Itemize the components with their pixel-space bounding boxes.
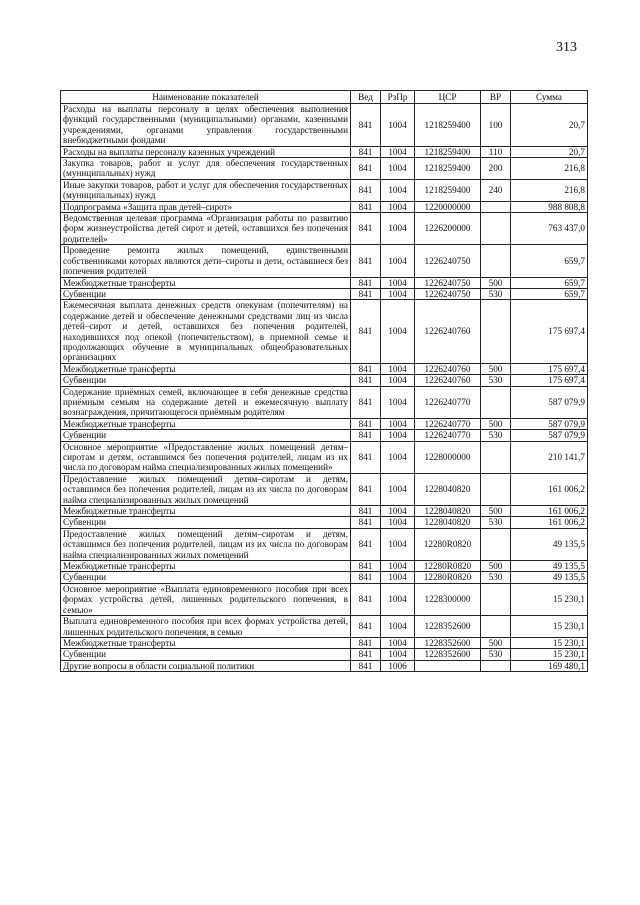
cell-rzpr: 1004 bbox=[381, 179, 415, 201]
cell-vr: 100 bbox=[481, 104, 511, 147]
cell-ved: 841 bbox=[351, 104, 381, 147]
table-row bbox=[61, 104, 588, 147]
cell-name: Содержание приёмных семей, включающее в себя денежные средства приёмным семьям на содержание детей и ежемесячную выплату вознаграждения, причитающегося приёмным родителям bbox=[61, 386, 351, 418]
cell-vr bbox=[481, 201, 511, 212]
table-row bbox=[61, 386, 588, 418]
cell-vr: 500 bbox=[481, 637, 511, 648]
cell-vr: 500 bbox=[481, 277, 511, 288]
cell-csr: 1226240770 bbox=[415, 418, 481, 429]
cell-name: Субвенции bbox=[61, 288, 351, 299]
table-row bbox=[61, 375, 588, 386]
cell-vr: 500 bbox=[481, 561, 511, 572]
cell-sum: 659,7 bbox=[511, 277, 588, 288]
table-body bbox=[61, 104, 588, 672]
cell-sum: 15 230,1 bbox=[511, 637, 588, 648]
cell-rzpr: 1004 bbox=[381, 158, 415, 180]
cell-rzpr: 1004 bbox=[381, 104, 415, 147]
cell-rzpr: 1004 bbox=[381, 375, 415, 386]
cell-csr: 1226240760 bbox=[415, 363, 481, 374]
table-row bbox=[61, 146, 588, 157]
cell-sum: 175 697,4 bbox=[511, 300, 588, 363]
cell-rzpr: 1004 bbox=[381, 430, 415, 441]
cell-rzpr: 1004 bbox=[381, 517, 415, 528]
cell-ved: 841 bbox=[351, 616, 381, 638]
cell-sum: 49 135,5 bbox=[511, 528, 588, 560]
cell-rzpr: 1004 bbox=[381, 288, 415, 299]
cell-name: Межбюджетные трансферты bbox=[61, 637, 351, 648]
cell-ved: 841 bbox=[351, 158, 381, 180]
cell-csr: 1228352600 bbox=[415, 649, 481, 660]
cell-csr: 1228352600 bbox=[415, 637, 481, 648]
cell-csr: 1226240750 bbox=[415, 245, 481, 277]
cell-vr bbox=[481, 213, 511, 245]
cell-sum: 763 437,0 bbox=[511, 213, 588, 245]
cell-vr: 530 bbox=[481, 288, 511, 299]
cell-vr bbox=[481, 386, 511, 418]
table-row bbox=[61, 660, 588, 671]
cell-name: Основное мероприятие «Предоставление жилых помещений детям–сиротам и детям, оставшимся без попечения родителей, лицам из их числа по договорам найма специализированных жилых помещений» bbox=[61, 441, 351, 473]
cell-name: Проведение ремонта жилых помещений, единственными собственниками которых являются дети–сироты и дети, оставшиеся без попечения родителей bbox=[61, 245, 351, 277]
cell-name: Межбюджетные трансферты bbox=[61, 506, 351, 517]
cell-name: Закупка товаров, работ и услуг для обеспечения государственных (муниципальных) нужд bbox=[61, 158, 351, 180]
cell-rzpr: 1004 bbox=[381, 363, 415, 374]
cell-name: Расходы на выплаты персоналу в целях обеспечения выполнения функций государственными (муниципальными) органами, казенными учреждениями, органами управления государственными внебюджетными фондами bbox=[61, 104, 351, 147]
cell-sum: 49 135,5 bbox=[511, 572, 588, 583]
table-row bbox=[61, 363, 588, 374]
cell-sum: 20,7 bbox=[511, 146, 588, 157]
cell-sum: 659,7 bbox=[511, 245, 588, 277]
cell-csr: 1228040820 bbox=[415, 506, 481, 517]
table-row bbox=[61, 213, 588, 245]
cell-sum: 210 141,7 bbox=[511, 441, 588, 473]
table-row bbox=[61, 245, 588, 277]
cell-sum: 175 697,4 bbox=[511, 375, 588, 386]
cell-ved: 841 bbox=[351, 528, 381, 560]
cell-ved: 841 bbox=[351, 277, 381, 288]
cell-vr: 240 bbox=[481, 179, 511, 201]
cell-vr: 530 bbox=[481, 430, 511, 441]
table-row bbox=[61, 561, 588, 572]
cell-rzpr: 1004 bbox=[381, 561, 415, 572]
table-row bbox=[61, 441, 588, 473]
cell-ved: 841 bbox=[351, 441, 381, 473]
cell-csr bbox=[415, 660, 481, 671]
cell-rzpr: 1004 bbox=[381, 506, 415, 517]
cell-csr: 12280R0820 bbox=[415, 572, 481, 583]
cell-name: Межбюджетные трансферты bbox=[61, 363, 351, 374]
cell-sum: 49 135,5 bbox=[511, 561, 588, 572]
cell-csr: 1228352600 bbox=[415, 616, 481, 638]
table-row bbox=[61, 506, 588, 517]
cell-name: Субвенции bbox=[61, 430, 351, 441]
cell-name: Ведомственная целевая программа «Организация работы по развитию форм жизнеустройства детей сирот и детей, оставшихся без попечения родителей» bbox=[61, 213, 351, 245]
table-row bbox=[61, 288, 588, 299]
cell-name: Субвенции bbox=[61, 517, 351, 528]
table-row bbox=[61, 528, 588, 560]
header-csr: ЦСР bbox=[415, 91, 481, 104]
cell-rzpr: 1004 bbox=[381, 473, 415, 505]
table-row bbox=[61, 572, 588, 583]
cell-name: Расходы на выплаты персоналу казенных учреждений bbox=[61, 146, 351, 157]
cell-rzpr: 1004 bbox=[381, 213, 415, 245]
cell-csr: 1228040820 bbox=[415, 473, 481, 505]
cell-ved: 841 bbox=[351, 201, 381, 212]
cell-csr: 1218259400 bbox=[415, 146, 481, 157]
cell-ved: 841 bbox=[351, 386, 381, 418]
table-row bbox=[61, 649, 588, 660]
cell-name: Предоставление жилых помещений детям–сиротам и детям, оставшимся без попечения родителей, лицам из их числа по договорам найма специализированных жилых помещений bbox=[61, 473, 351, 505]
cell-ved: 841 bbox=[351, 637, 381, 648]
cell-name: Подпрограмма «Защита прав детей–сирот» bbox=[61, 201, 351, 212]
table-row bbox=[61, 277, 588, 288]
cell-sum: 587 079,9 bbox=[511, 386, 588, 418]
cell-vr bbox=[481, 300, 511, 363]
cell-rzpr: 1004 bbox=[381, 300, 415, 363]
cell-vr: 500 bbox=[481, 363, 511, 374]
table-row bbox=[61, 637, 588, 648]
cell-ved: 841 bbox=[351, 660, 381, 671]
cell-vr: 530 bbox=[481, 517, 511, 528]
cell-ved: 841 bbox=[351, 430, 381, 441]
cell-name: Субвенции bbox=[61, 649, 351, 660]
cell-vr: 500 bbox=[481, 418, 511, 429]
cell-ved: 841 bbox=[351, 213, 381, 245]
cell-rzpr: 1004 bbox=[381, 528, 415, 560]
cell-ved: 841 bbox=[351, 649, 381, 660]
cell-vr bbox=[481, 616, 511, 638]
table-row bbox=[61, 473, 588, 505]
cell-sum: 659,7 bbox=[511, 288, 588, 299]
cell-csr: 1228000000 bbox=[415, 441, 481, 473]
cell-name: Субвенции bbox=[61, 375, 351, 386]
cell-ved: 841 bbox=[351, 572, 381, 583]
cell-rzpr: 1004 bbox=[381, 572, 415, 583]
cell-csr: 12280R0820 bbox=[415, 528, 481, 560]
cell-name: Основное мероприятие «Выплата единовременного пособия при всех формах устройства детей, лишенных родительского попечения, в семью» bbox=[61, 583, 351, 615]
cell-vr bbox=[481, 528, 511, 560]
cell-vr bbox=[481, 583, 511, 615]
header-name: Наименование показателей bbox=[61, 91, 351, 104]
cell-ved: 841 bbox=[351, 179, 381, 201]
page-number: 313 bbox=[556, 40, 577, 55]
cell-sum: 161 006,2 bbox=[511, 473, 588, 505]
cell-name: Предоставление жилых помещений детям–сиротам и детям, оставшимся без попечения родителей, лицам из их числа по договорам найма специализированных жилых помещений bbox=[61, 528, 351, 560]
cell-rzpr: 1004 bbox=[381, 386, 415, 418]
cell-rzpr: 1004 bbox=[381, 418, 415, 429]
cell-ved: 841 bbox=[351, 418, 381, 429]
cell-rzpr: 1004 bbox=[381, 637, 415, 648]
table-row bbox=[61, 158, 588, 180]
cell-name: Ежемесячная выплата денежных средств опекунам (попечителям) на содержание детей и обеспечение денежными средствами лиц из числа детей–сирот и детей, оставшихся без попечения родителей, находившихся под опекой (попечительством), в приемной семье и продолжающих обучение в муниципальных общеобразовательных организациях bbox=[61, 300, 351, 363]
header-vr: ВР bbox=[481, 91, 511, 104]
cell-vr: 530 bbox=[481, 649, 511, 660]
cell-ved: 841 bbox=[351, 146, 381, 157]
cell-csr: 1226240760 bbox=[415, 300, 481, 363]
cell-sum: 587 079,9 bbox=[511, 418, 588, 429]
cell-rzpr: 1004 bbox=[381, 245, 415, 277]
cell-ved: 841 bbox=[351, 288, 381, 299]
cell-csr: 1226240770 bbox=[415, 430, 481, 441]
table-row bbox=[61, 583, 588, 615]
cell-csr: 1226240750 bbox=[415, 288, 481, 299]
cell-vr: 530 bbox=[481, 572, 511, 583]
cell-name: Иные закупки товаров, работ и услуг для обеспечения государственных (муниципальных) нужд bbox=[61, 179, 351, 201]
cell-ved: 841 bbox=[351, 300, 381, 363]
cell-rzpr: 1004 bbox=[381, 146, 415, 157]
cell-vr: 200 bbox=[481, 158, 511, 180]
cell-sum: 15 230,1 bbox=[511, 649, 588, 660]
table-row bbox=[61, 418, 588, 429]
table-row bbox=[61, 179, 588, 201]
cell-ved: 841 bbox=[351, 506, 381, 517]
cell-csr: 1218259400 bbox=[415, 179, 481, 201]
cell-rzpr: 1004 bbox=[381, 441, 415, 473]
table-row bbox=[61, 616, 588, 638]
cell-name: Другие вопросы в области социальной политики bbox=[61, 660, 351, 671]
cell-csr: 1226200000 bbox=[415, 213, 481, 245]
cell-sum: 175 697,4 bbox=[511, 363, 588, 374]
cell-vr bbox=[481, 245, 511, 277]
cell-ved: 841 bbox=[351, 245, 381, 277]
cell-sum: 15 230,1 bbox=[511, 583, 588, 615]
cell-sum: 20,7 bbox=[511, 104, 588, 147]
cell-sum: 587 079,9 bbox=[511, 430, 588, 441]
cell-ved: 841 bbox=[351, 561, 381, 572]
table-row bbox=[61, 201, 588, 212]
table-row bbox=[61, 430, 588, 441]
cell-vr bbox=[481, 441, 511, 473]
cell-rzpr: 1004 bbox=[381, 616, 415, 638]
cell-name: Межбюджетные трансферты bbox=[61, 277, 351, 288]
cell-sum: 15 230,1 bbox=[511, 616, 588, 638]
cell-name: Выплата единовременного пособия при всех формах устройства детей, лишенных родительского попечения, в семью bbox=[61, 616, 351, 638]
table-row bbox=[61, 300, 588, 363]
cell-sum: 988 808,8 bbox=[511, 201, 588, 212]
cell-sum: 161 006,2 bbox=[511, 517, 588, 528]
cell-ved: 841 bbox=[351, 583, 381, 615]
cell-rzpr: 1006 bbox=[381, 660, 415, 671]
cell-csr: 1228040820 bbox=[415, 517, 481, 528]
cell-sum: 161 006,2 bbox=[511, 506, 588, 517]
cell-rzpr: 1004 bbox=[381, 583, 415, 615]
header-ved: Вед bbox=[351, 91, 381, 104]
cell-name: Межбюджетные трансферты bbox=[61, 418, 351, 429]
cell-rzpr: 1004 bbox=[381, 201, 415, 212]
cell-sum: 216,8 bbox=[511, 179, 588, 201]
table-header-row bbox=[61, 91, 588, 104]
budget-table bbox=[60, 90, 588, 672]
cell-rzpr: 1004 bbox=[381, 277, 415, 288]
cell-vr bbox=[481, 660, 511, 671]
cell-sum: 169 480,1 bbox=[511, 660, 588, 671]
cell-ved: 841 bbox=[351, 473, 381, 505]
cell-name: Субвенции bbox=[61, 572, 351, 583]
cell-csr: 1218259400 bbox=[415, 158, 481, 180]
cell-csr: 12280R0820 bbox=[415, 561, 481, 572]
cell-csr: 1218259400 bbox=[415, 104, 481, 147]
cell-csr: 1220000000 bbox=[415, 201, 481, 212]
header-sum: Сумма bbox=[511, 91, 588, 104]
cell-ved: 841 bbox=[351, 363, 381, 374]
cell-vr: 500 bbox=[481, 506, 511, 517]
cell-csr: 1226240760 bbox=[415, 375, 481, 386]
cell-csr: 1228300000 bbox=[415, 583, 481, 615]
cell-rzpr: 1004 bbox=[381, 649, 415, 660]
cell-name: Межбюджетные трансферты bbox=[61, 561, 351, 572]
cell-sum: 216,8 bbox=[511, 158, 588, 180]
cell-ved: 841 bbox=[351, 517, 381, 528]
table-row bbox=[61, 517, 588, 528]
cell-vr: 530 bbox=[481, 375, 511, 386]
cell-csr: 1226240750 bbox=[415, 277, 481, 288]
cell-vr bbox=[481, 473, 511, 505]
header-rzpr: РзПр bbox=[381, 91, 415, 104]
cell-vr: 110 bbox=[481, 146, 511, 157]
cell-csr: 1226240770 bbox=[415, 386, 481, 418]
cell-ved: 841 bbox=[351, 375, 381, 386]
